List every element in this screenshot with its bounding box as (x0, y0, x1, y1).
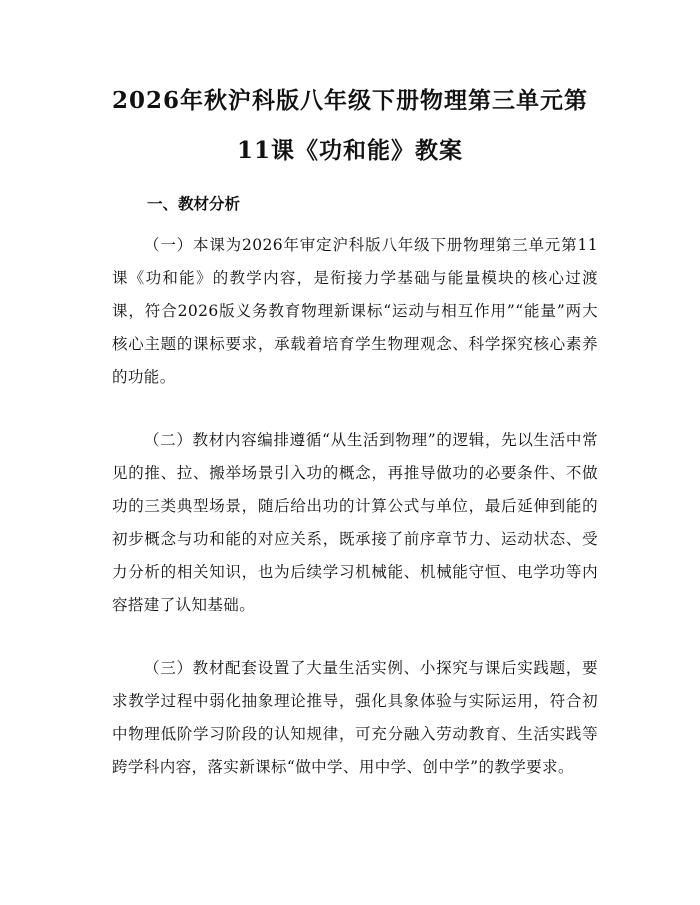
document-title-line-2: 11课《功和能》教案 (236, 137, 463, 164)
document-title-line-1: 2026年秋沪科版八年级下册物理第三单元第 (111, 87, 588, 114)
paragraph-1: （一）本课为2026年审定沪科版八年级下册物理第三单元第11课《功和能》的教学内容，是衔接力学基础与能量模块的核心过渡课，符合2026版义务教育物理新课标“运动与相互作用”“能量”两大核心主题的课标要求，承载着培育学生物理观念、科学探究核心素养的功能。 (112, 236, 598, 386)
paragraph-2: （二）教材内容编排遵循“从生活到物理”的逻辑，先以生活中常见的推、拉、搬举场景引入功的概念，再推导做功的必要条件、不做功的三类典型场景，随后给出功的计算公式与单位，最后延伸到能的初步概念与功和能的对应关系，既承接了前序章节力、运动状态、受力分析的相关知识，也为后续学习机械能、机械能守恒、电学功等内容搭建了认知基础。 (112, 431, 598, 614)
section-heading-textbook-analysis: 一、教材分析 (147, 194, 241, 213)
paragraph-3: （三）教材配套设置了大量生活实例、小探究与课后实践题，要求教学过程中弱化抽象理论推导，强化具象体验与实际运用，符合初中物理低阶学习阶段的认知规律，可充分融入劳动教育、生活实践等跨学科内容，落实新课标“做中学、用中学、创中学”的教学要求。 (112, 659, 598, 776)
